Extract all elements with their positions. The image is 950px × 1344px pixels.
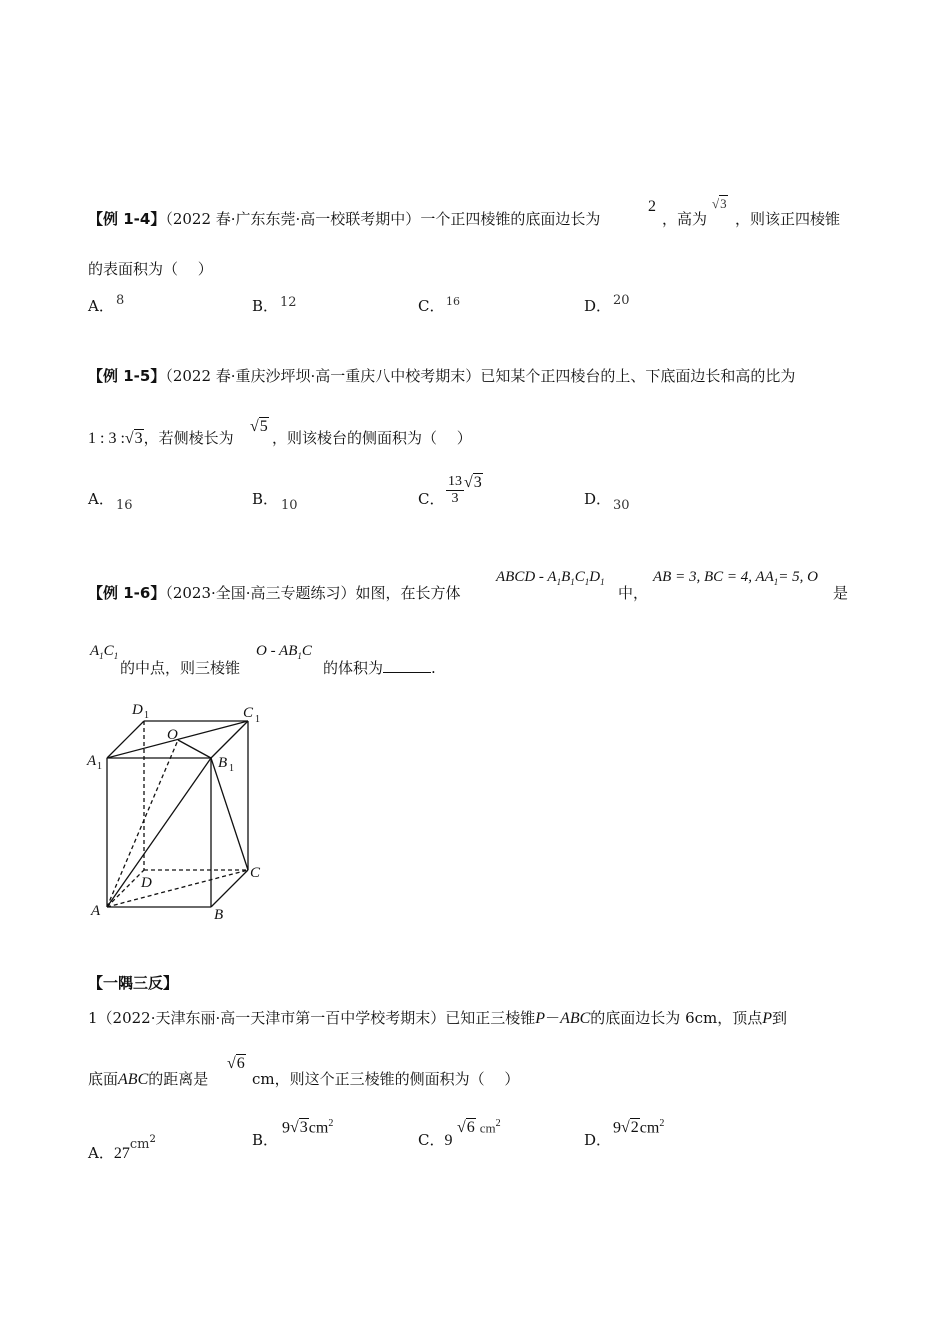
q1-line2-b: 的距离是 [148,1070,209,1088]
cuboid-figure [80,695,280,930]
ex14-option-d-value: 20 [613,293,630,308]
ex16-source: （2023·全国·高三专题练习） [165,584,356,602]
radicand: 3 [473,474,482,491]
sqrt-icon: √3 [464,474,482,491]
label-b1: B [218,755,228,771]
label-b: B [214,907,224,923]
ex16-segment [90,643,118,661]
pyramid-name-c: C [301,643,312,659]
unit: cm [129,1137,150,1152]
ex16-text-d: 的中点，则三棱锥 [120,659,241,677]
q1-text-c: 到 [772,1009,788,1027]
q1-line2-a: 底面 [88,1070,119,1088]
ex15-line2 [88,428,234,449]
q1-text-a: 已知正三棱锥 [445,1009,536,1027]
option-label: D． [584,297,612,315]
ex15-text-c: ，则该棱台的侧面积为（ ） [272,429,472,447]
ex14-side: 2 [648,198,656,215]
ex16-text-c: 是 [833,584,849,602]
q1-option-c-value [457,1118,501,1137]
ex15-source: （2022 春·重庆沙坪坝·高一重庆八中校考期末） [165,367,481,385]
q1-option-d-value [613,1118,664,1137]
section-title: 【一隅三反】 [88,974,179,992]
subscript: 1 [556,577,562,587]
q1-option-c[interactable] [418,1130,452,1151]
ex15-option-d[interactable] [584,489,611,509]
ex15-option-a-value: 16 [116,498,133,513]
ex15-option-b-value: 10 [281,498,298,513]
unit: cm [639,1119,660,1137]
ex14-option-b[interactable] [252,296,278,316]
option-label: B． [252,297,279,315]
subscript: 1 [570,577,575,587]
ex16-given [653,569,818,587]
q1-vertex-p: P [762,1010,773,1027]
ex15-tag: 【例 1-5】 [88,367,166,385]
hidden-segment-a-c [107,870,248,907]
exponent: 2 [659,1118,665,1129]
q1-base: ABC [560,1010,591,1027]
sqrt-icon: √2 [621,1119,639,1137]
coefficient: 9 [282,1119,290,1137]
q1-source: （2022·天津东丽·高一天津市第一百中学校考期末） [97,1009,446,1027]
option-label: C． [418,490,445,508]
ex15-option-b[interactable] [252,489,278,509]
label-d1-sub: 1 [144,710,149,721]
subscript: 1 [600,577,605,587]
q1-line2 [88,1069,208,1090]
ex15-option-c[interactable] [418,489,444,509]
sqrt-icon: √5 [250,418,268,435]
coefficient: 27 [113,1145,130,1162]
ex15-edge-radicand: 5 [259,418,268,435]
unit: cm [479,1120,496,1136]
ex14-height-radicand: 3 [720,196,727,211]
label-c: C [250,865,261,881]
answer-blank[interactable] [383,658,431,673]
seg-a: A [90,643,100,659]
q1-base-2: ABC [118,1071,149,1088]
q1-option-b-value [282,1118,333,1137]
label-d: D [141,875,152,891]
coefficient: 9 [444,1132,453,1149]
option-label: B． [252,490,279,508]
ex16-text-a: 如图，在长方体 [355,584,461,602]
ex16-line1 [88,583,461,603]
q1-distance [227,1055,246,1073]
segment-b1-c [211,758,248,870]
label-d1: D [132,702,143,718]
sqrt-icon: √3 [712,196,727,211]
q1-vertex: P [535,1010,546,1027]
ex16-tag: 【例 1-6】 [88,584,166,602]
solid-name-d: D [589,569,601,585]
ex15-edge [250,418,269,436]
denominator: 3 [451,491,459,506]
label-a: A [91,903,101,919]
ex14-tag: 【例 1-4】 [88,210,166,228]
exponent: 2 [149,1134,156,1145]
q1-dash: － [545,1009,561,1027]
label-c1: C [243,705,254,721]
option-label: D． [584,1131,612,1149]
subscript: 1 [584,577,590,587]
q1-line1 [88,1008,787,1029]
ex15-option-d-value: 30 [613,498,630,513]
ex14-line1 [88,209,600,229]
exponent: 2 [328,1118,334,1129]
edge-b1-c1 [211,721,248,758]
segment-a-b1 [107,758,211,907]
option-label: B． [252,1131,279,1149]
edge-b-c [211,870,248,907]
numerator: 13 [448,474,462,489]
seg-c: C [103,643,114,659]
solid-name: ABCD - A [496,569,557,585]
radicand: 2 [630,1119,639,1137]
ex14-option-b-value: 12 [280,295,297,310]
sqrt-icon: √6 [227,1055,245,1072]
option-label: A． [88,297,114,315]
subscript: 1 [99,651,104,661]
option-label: A． [88,490,114,508]
sqrt-icon: √6 [457,1119,475,1137]
option-label: D． [584,490,612,508]
ex14-option-c-value: 16 [446,295,460,308]
ex15-line1 [88,366,795,386]
ex15-option-a[interactable] [88,489,114,509]
solid-name-b: B [561,569,571,585]
ex14-text-a: 一个正四棱锥的底面边长为 [420,210,601,228]
fraction [446,474,464,507]
label-b1-sub: 1 [229,763,234,774]
ex15-ratio: 1 : 3 : [88,430,125,447]
ex14-source: （2022 春·广东东莞·高一校联考期中） [165,210,421,228]
exponent: 2 [495,1118,501,1129]
label-c1-sub: 1 [255,714,260,725]
ex14-text-c: ，则该正四棱锥 [735,210,841,228]
ex16-text-b: 中， [618,584,649,602]
ex14-option-c[interactable] [418,296,444,316]
ex15-text-b: ，若侧棱长为 [143,429,234,447]
radicand: 3 [299,1119,308,1137]
ex14-option-a[interactable] [88,296,114,316]
sqrt-icon: √3 [290,1119,308,1137]
segment-o-b1 [178,740,211,758]
ex16-solid [496,569,605,587]
q1-number: 1 [88,1009,98,1027]
ex16-text-e [323,658,436,678]
ex15-ratio-radicand: 3 [134,430,143,447]
option-label: C． [418,297,445,315]
ex16-pyramid [256,643,312,661]
ex16-period: . [431,659,436,677]
solid-name-c: C [574,569,585,585]
ex14-line2: 的表面积为（ ） [88,260,213,278]
radicand: 6 [466,1119,475,1137]
hidden-edge-a-d [107,870,144,907]
subscript: 1 [113,651,119,661]
label-a1-sub: 1 [97,761,102,772]
ex14-option-d[interactable] [584,296,611,316]
q1-distance-radicand: 6 [236,1055,245,1072]
option-label: C． [418,1131,445,1149]
q1-text-b: 的底面边长为 6cm，顶点 [590,1009,763,1027]
ex16-volume-text: 的体积为 [323,659,384,677]
ex14-text-b: ，高为 [662,210,708,228]
subscript: 1 [297,651,302,661]
given-values-end: = 5, O [778,569,819,585]
q1-line2-c: cm，则这个正三棱锥的侧面积为（ ） [252,1070,520,1088]
ex14-height [712,196,728,212]
ex15-text-a: 已知某个正四棱台的上、下底面边长和高的比为 [480,367,796,385]
edge-d1-a1 [107,721,144,758]
label-o: O [167,727,178,743]
option-label: A． [88,1144,114,1162]
subscript: 1 [773,577,779,587]
q1-option-d[interactable] [584,1130,611,1150]
coefficient: 9 [613,1119,621,1137]
q1-option-b[interactable] [252,1130,278,1150]
ex14-option-a-value: 8 [116,293,125,308]
unit: cm [308,1119,329,1137]
sqrt-icon: √3 [124,430,143,447]
q1-option-a[interactable] [88,1130,156,1164]
ex15-option-c-value [446,474,483,507]
label-a1: A [87,753,97,769]
pyramid-name: O - AB [256,643,298,659]
given-values: AB = 3, BC = 4, AA [653,569,774,585]
